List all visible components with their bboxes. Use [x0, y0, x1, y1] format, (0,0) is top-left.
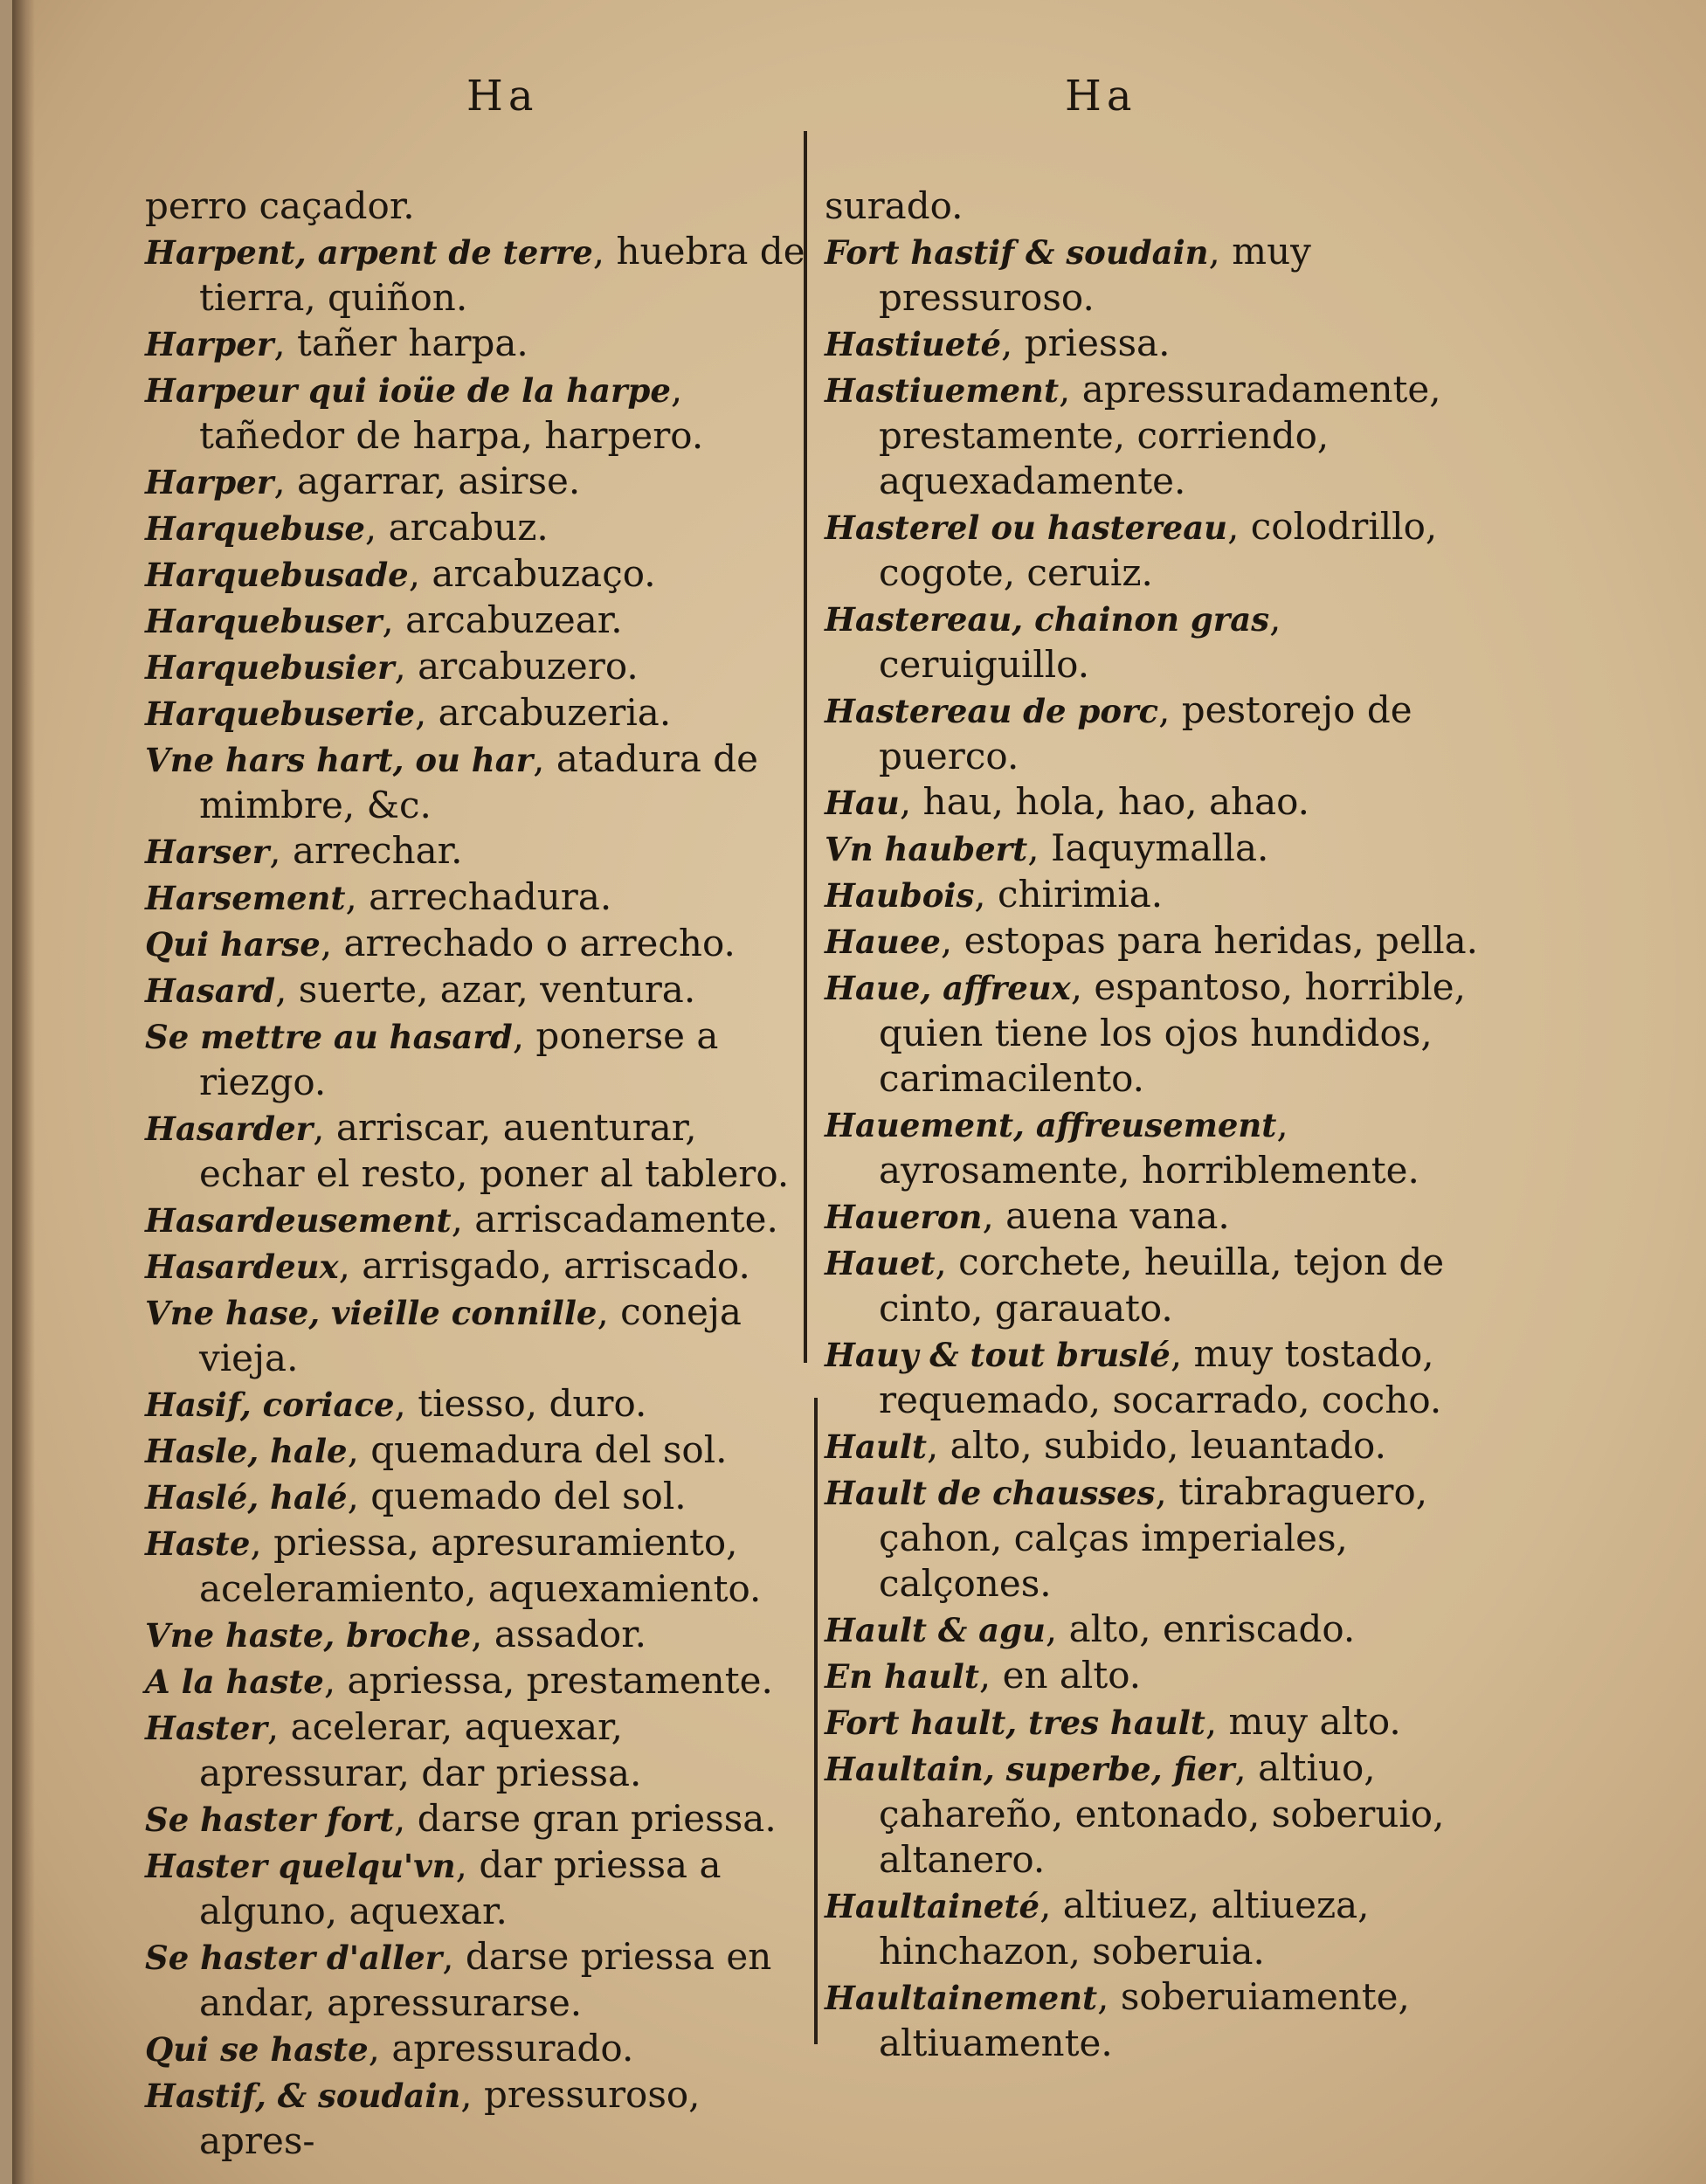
entry-headword: Harquebuserie [145, 695, 415, 733]
dictionary-entry [145, 1474, 809, 1520]
entry-headword: Hasardeux [145, 1248, 339, 1286]
entry-headword: Hau [825, 784, 900, 822]
dictionary-entry [145, 183, 809, 229]
entry-headword: Hastereau, chainon gras [825, 600, 1270, 639]
entry-headword: Hasard [145, 971, 276, 1010]
dictionary-entry [825, 229, 1497, 321]
entry-definition: , hau, hola, hao, ahao. [899, 780, 1310, 823]
dictionary-entry [145, 1520, 809, 1612]
entry-headword: Harpent, arpent de terre [145, 233, 593, 272]
entry-headword: Hastif, & soudain [145, 2077, 461, 2115]
entry-definition: , ceruiguillo. [879, 597, 1281, 686]
dictionary-entry [145, 551, 809, 598]
entry-definition: , Iaquymalla. [1027, 826, 1269, 869]
entry-definition: surado. [825, 184, 964, 227]
dictionary-entry [145, 598, 809, 644]
entry-headword: Harpeur qui ioüe de la harpe [145, 371, 671, 410]
entry-headword: Harquebusier [145, 648, 395, 687]
dictionary-entry [145, 828, 809, 874]
entry-headword: Hauement, affreusement [825, 1106, 1277, 1144]
entry-headword: Hault & agu [825, 1611, 1046, 1649]
dictionary-entry [145, 1197, 809, 1243]
entry-headword: Hasif, coriace [145, 1386, 395, 1424]
page-binding-edge [12, 0, 35, 2184]
entry-headword: Se haster fort [145, 1800, 395, 1839]
entry-headword: Hasle, hale [145, 1432, 348, 1470]
dictionary-page [12, 0, 1706, 2184]
dictionary-entry [825, 1331, 1497, 1423]
entry-definition: , pressuroso, apres- [199, 2073, 701, 2162]
entry-definition: , auena vana. [982, 1194, 1230, 1237]
entry-definition: , pestorejo de puerco. [879, 688, 1412, 778]
entry-headword: Vne hase, vieille connille [145, 1294, 597, 1332]
entry-headword: A la haste [145, 1662, 324, 1701]
entry-definition: , quemado del sol. [347, 1475, 687, 1517]
dictionary-entry [825, 1607, 1497, 1653]
entry-headword: Hasardeusement [145, 1201, 452, 1240]
entry-headword: Haultainement [825, 1979, 1098, 2017]
entry-headword: Hasarder [145, 1109, 314, 1148]
entry-headword: Haultaineté [825, 1887, 1040, 1925]
dictionary-entry [145, 1704, 809, 1796]
entry-definition: , muy pressuroso. [879, 230, 1311, 319]
dictionary-entry [145, 1612, 809, 1658]
entry-definition: , tañer harpa. [273, 321, 528, 364]
entry-headword: Haue, affreux [825, 969, 1071, 1007]
entry-headword: Haueron [825, 1198, 983, 1236]
dictionary-entry [145, 644, 809, 690]
dictionary-entry [145, 690, 809, 736]
entry-definition: , muy alto. [1205, 1700, 1401, 1743]
entry-definition: , coneja vieja. [199, 1290, 742, 1379]
entry-definition: , chirimia. [974, 873, 1164, 916]
dictionary-entry [145, 1796, 809, 1842]
entry-headword: Harquebuser [145, 602, 383, 640]
dictionary-entry [145, 1934, 809, 2026]
entry-headword: Vne haste, broche [145, 1616, 472, 1655]
entry-definition: , assador. [471, 1613, 647, 1655]
dictionary-entry [145, 1243, 809, 1289]
dictionary-entry [825, 1974, 1497, 2066]
entry-definition: , priessa. [1000, 321, 1171, 364]
dictionary-entry [145, 1381, 809, 1427]
dictionary-entry [825, 321, 1497, 367]
running-head-left: Ha [466, 72, 539, 121]
entry-headword: Vn haubert [825, 830, 1028, 868]
entry-definition: , darse gran priessa. [394, 1797, 777, 1840]
dictionary-entry [825, 826, 1497, 872]
dictionary-entry [825, 1883, 1497, 1974]
entry-definition: , arriscar, auenturar, echar el resto, poner al tablero. [199, 1106, 790, 1195]
entry-headword: Haubois [825, 876, 975, 915]
entry-headword: Harsement [145, 879, 346, 917]
entry-definition: , en alto. [978, 1654, 1142, 1697]
entry-definition: , arrechar. [269, 829, 463, 872]
entry-definition: , espantoso, horrible, quien tiene los ojos hundidos, carimacilento. [879, 965, 1466, 1100]
dictionary-entry [825, 367, 1497, 504]
entry-headword: Hauy & tout bruslé [825, 1336, 1171, 1374]
dictionary-entry [145, 459, 809, 505]
entry-headword: Se mettre au hasard [145, 1018, 513, 1056]
entry-headword: Haster [145, 1709, 267, 1747]
dictionary-entry [825, 1193, 1497, 1240]
entry-definition: , darse priessa en andar, apressurarse. [199, 1935, 772, 2024]
entry-definition: , arrechadura. [345, 875, 612, 918]
entry-definition: , arrisgado, arriscado. [338, 1244, 750, 1287]
dictionary-entry [825, 964, 1497, 1102]
entry-definition: , altiuo, çahareño, entonado, soberuio, altanero. [879, 1746, 1445, 1881]
entry-headword: Haslé, halé [145, 1478, 348, 1517]
dictionary-entry [145, 967, 809, 1013]
dictionary-entry [825, 918, 1497, 964]
entry-headword: En hault [825, 1657, 979, 1696]
entry-definition: , arrechado o arrecho. [320, 922, 736, 964]
entry-headword: Hauet [825, 1244, 936, 1282]
entry-headword: Se haster d'aller [145, 1939, 443, 1977]
entry-headword: Hastiuement [825, 371, 1060, 410]
dictionary-entry [145, 736, 809, 828]
entry-definition: , apressuradamente, prestamente, corriendo, aquexadamente. [879, 368, 1441, 502]
entry-definition: , apressurado. [368, 2027, 634, 2070]
entry-definition: , corchete, heuilla, tejon de cinto, garauato. [879, 1241, 1445, 1330]
dictionary-entry [825, 1745, 1497, 1883]
dictionary-entry [825, 779, 1497, 826]
entry-definition: , suerte, azar, ventura. [275, 968, 696, 1011]
entry-definition: , tiesso, duro. [394, 1382, 647, 1425]
entry-headword: Haster quelqu'vn [145, 1847, 456, 1885]
dictionary-entry [825, 1423, 1497, 1469]
entry-definition: , arcabuz. [364, 506, 549, 549]
entry-headword: Qui harse [145, 925, 321, 964]
dictionary-entry [145, 505, 809, 551]
entry-definition: , apriessa, prestamente. [323, 1659, 773, 1702]
dictionary-entry [825, 1653, 1497, 1699]
dictionary-entry [145, 2026, 809, 2072]
entry-headword: Harquebuse [145, 509, 365, 548]
dictionary-entry [825, 1469, 1497, 1607]
dictionary-entry [145, 1013, 809, 1105]
dictionary-entry [145, 921, 809, 967]
entry-headword: Harser [145, 833, 270, 871]
dictionary-entry [825, 1102, 1497, 1193]
column-rule-lower [814, 1398, 818, 2044]
entry-headword: Hauee [825, 923, 941, 961]
entry-definition: , arcabuzero. [394, 645, 639, 688]
entry-definition: , arriscadamente. [451, 1198, 778, 1241]
entry-headword: Hastereau de porc [825, 692, 1159, 730]
entry-definition: , huebra de tierra, quiñon. [199, 230, 805, 319]
entry-headword: Hastiueté [825, 325, 1001, 363]
dictionary-entry [825, 1699, 1497, 1745]
dictionary-entry [825, 504, 1497, 596]
entry-headword: Hault de chausses [825, 1474, 1156, 1512]
entry-definition: , agarrar, asirse. [273, 460, 581, 502]
entry-definition: , tirabraguero, çahon, calças imperiales, calçones. [879, 1470, 1428, 1605]
dictionary-entry [145, 1842, 809, 1934]
entry-headword: Hasterel ou hastereau [825, 508, 1228, 547]
entry-definition: , ayrosamente, horriblemente. [879, 1102, 1419, 1192]
dictionary-entry [145, 1658, 809, 1704]
entry-headword: Vne hars hart, ou har [145, 741, 534, 779]
dictionary-entry [145, 874, 809, 921]
entry-definition: , alto, enriscado. [1045, 1607, 1356, 1650]
dictionary-entry [825, 183, 1497, 229]
entry-definition: , soberuiamente, altiuamente. [879, 1975, 1410, 2064]
right-entry-list [825, 183, 1497, 2066]
entry-definition: , dar priessa a alguno, aquexar. [199, 1843, 722, 1932]
entry-definition: , atadura de mimbre, &c. [199, 737, 758, 826]
dictionary-entry [145, 367, 809, 459]
entry-definition: , estopas para heridas, pella. [940, 919, 1479, 962]
entry-headword: Hault [825, 1427, 927, 1466]
entry-headword: Harquebusade [145, 556, 409, 594]
entry-definition: , colodrillo, cogote, ceruiz. [879, 505, 1438, 594]
dictionary-entry [145, 2072, 809, 2164]
entry-definition: , ponerse a riezgo. [199, 1014, 719, 1103]
entry-definition: , arcabuzeria. [414, 691, 672, 734]
dictionary-entry [825, 596, 1497, 688]
entry-definition: , arcabuzear. [382, 598, 623, 641]
entry-headword: Harper [145, 325, 274, 363]
dictionary-entry [145, 1289, 809, 1381]
running-head-right: Ha [1065, 72, 1137, 121]
dictionary-entry [825, 872, 1497, 918]
dictionary-entry [145, 1105, 809, 1197]
entry-definition: perro caçador. [145, 184, 415, 227]
entry-headword: Harper [145, 463, 274, 501]
dictionary-entry [825, 688, 1497, 779]
entry-definition: , alto, subido, leuantado. [926, 1424, 1386, 1467]
entry-definition: , priessa, apresuramiento, aceleramiento, aquexamiento. [199, 1521, 762, 1610]
entry-headword: Haultain, superbe, fier [825, 1750, 1235, 1788]
dictionary-entry [145, 229, 809, 321]
entry-definition: , altiuez, altiueza, hinchazon, soberuia. [879, 1883, 1370, 1973]
entry-definition: , quemadura del sol. [347, 1428, 728, 1471]
dictionary-entry [145, 321, 809, 367]
entry-definition: , muy tostado, requemado, socarrado, cocho. [879, 1332, 1442, 1421]
dictionary-entry [825, 1240, 1497, 1331]
entry-headword: Haste [145, 1524, 251, 1563]
entry-definition: , tañedor de harpa, harpero. [199, 368, 704, 457]
left-entry-list [145, 183, 809, 2164]
entry-definition: , acelerar, aquexar, apressurar, dar priessa. [199, 1705, 642, 1794]
dictionary-entry [145, 1427, 809, 1474]
entry-headword: Fort hault, tres hault [825, 1704, 1205, 1742]
entry-headword: Qui se haste [145, 2030, 369, 2069]
entry-headword: Fort hastif & soudain [825, 233, 1209, 272]
entry-definition: , arcabuzaço. [408, 552, 656, 595]
